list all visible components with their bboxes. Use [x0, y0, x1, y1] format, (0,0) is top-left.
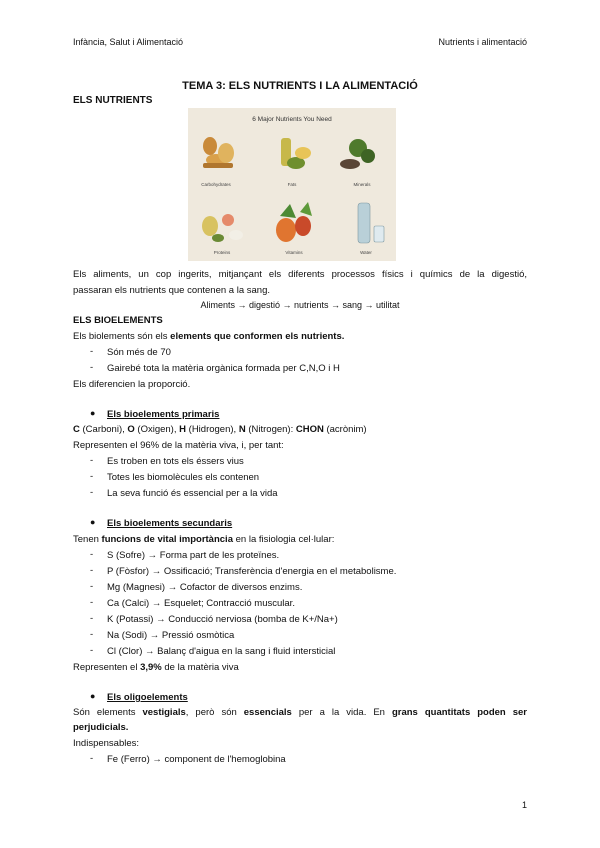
list-item: Són més de 70	[107, 347, 171, 358]
list-item: Gairebé tota la matèria orgànica formada per C,N,O i H	[107, 363, 340, 374]
list-item: S (Sofre) → Forma part de les proteïnes.	[107, 550, 280, 561]
proteins-icon	[202, 214, 243, 242]
figure-caption: Fats	[287, 182, 297, 187]
list-item: Fe (Ferro) → component de l'hemoglobina	[107, 754, 286, 765]
heading-oligoelements: Els oligoelements	[107, 692, 188, 703]
list-item: K (Potassi) → Conducció nerviosa (bomba de K+/Na+)	[107, 614, 338, 625]
digestion-flow: Aliments → digestió → nutrients → sang → utilitat	[200, 300, 400, 310]
bioelements-definition: Els biolements són els elements que conformen els nutrients.	[73, 331, 345, 342]
header-right: Nutrients i alimentació	[438, 37, 527, 47]
figure-caption: Proteins	[213, 250, 231, 255]
list-item: Totes les biomolècules els contenen	[107, 472, 260, 483]
list-item: Es troben en tots els éssers vius	[107, 456, 244, 467]
secundaris-represent: Representen el 3,9% de la matèria viva	[73, 662, 239, 673]
page-number: 1	[521, 800, 527, 810]
chon-line: C (Carboni), O (Oxigen), H (Hidrogen), N (Nitrogen): CHON (acrònim)	[73, 424, 367, 435]
figure-caption: Carbohydrates	[201, 182, 231, 187]
bullet-icon: ●	[90, 691, 96, 701]
bioelements-diff: Els diferencien la proporció.	[73, 379, 191, 390]
heading-secundaris: Els bioelements secundaris	[107, 518, 233, 529]
bullet-icon: ●	[90, 517, 96, 527]
list-item: Ca (Calci) → Esquelet; Contracció muscular.	[107, 598, 295, 609]
figure-title: 6 Major Nutrients You Need	[252, 116, 332, 123]
oligo-paragraph-line-1: Són elements vestigials, però són essencials per a la vida. En grans quantitats poden ser	[73, 707, 528, 718]
secundaris-intro: Tenen funcions de vital importància en la fisiologia cel·lular:	[73, 534, 335, 545]
figure-caption: Water	[360, 250, 372, 255]
page-title: TEMA 3: ELS NUTRIENTS I LA ALIMENTACIÓ	[182, 80, 418, 92]
heading-bioelements: ELS BIOELEMENTS	[73, 315, 163, 326]
figure-caption: Minerals	[353, 182, 371, 187]
intro-line-2: passaran els nutrients que contenen a la sang.	[73, 285, 270, 296]
list-item: Na (Sodi) → Pressió osmòtica	[107, 630, 235, 641]
bullet-icon: ●	[90, 408, 96, 418]
header-left: Infància, Salut i Alimentació	[73, 37, 184, 47]
list-item: Cl (Clor) → Balanç d'aigua en la sang i fluid intersticial	[107, 646, 336, 657]
list-item: Mg (Magnesi) → Cofactor de diversos enzims.	[107, 582, 303, 593]
fats-icon	[281, 138, 311, 169]
nutrients-figure	[188, 108, 396, 261]
list-item: P (Fòsfor) → Ossificació; Transferència d'energia en el metabolisme.	[107, 566, 397, 577]
list-item: La seva funció és essencial per a la vida	[107, 488, 278, 499]
heading-primaris: Els bioelements primaris	[107, 409, 220, 420]
oligo-indispensables: Indispensables:	[73, 738, 140, 749]
primaris-represent: Representen el 96% de la matèria viva, i, per tant:	[73, 440, 284, 451]
intro-line-1: Els aliments, un cop ingerits, mitjançant els diferents processos físics i químics de la digestió,	[73, 269, 527, 280]
water-icon	[358, 203, 384, 243]
vitamins-icon	[276, 202, 312, 242]
oligo-paragraph-line-2: perjudicials.	[73, 722, 129, 733]
minerals-icon	[340, 139, 375, 169]
figure-caption: Vitamins	[285, 250, 303, 255]
carbohydrates-icon	[203, 137, 234, 168]
section-heading-nutrients: ELS NUTRIENTS	[73, 95, 153, 106]
